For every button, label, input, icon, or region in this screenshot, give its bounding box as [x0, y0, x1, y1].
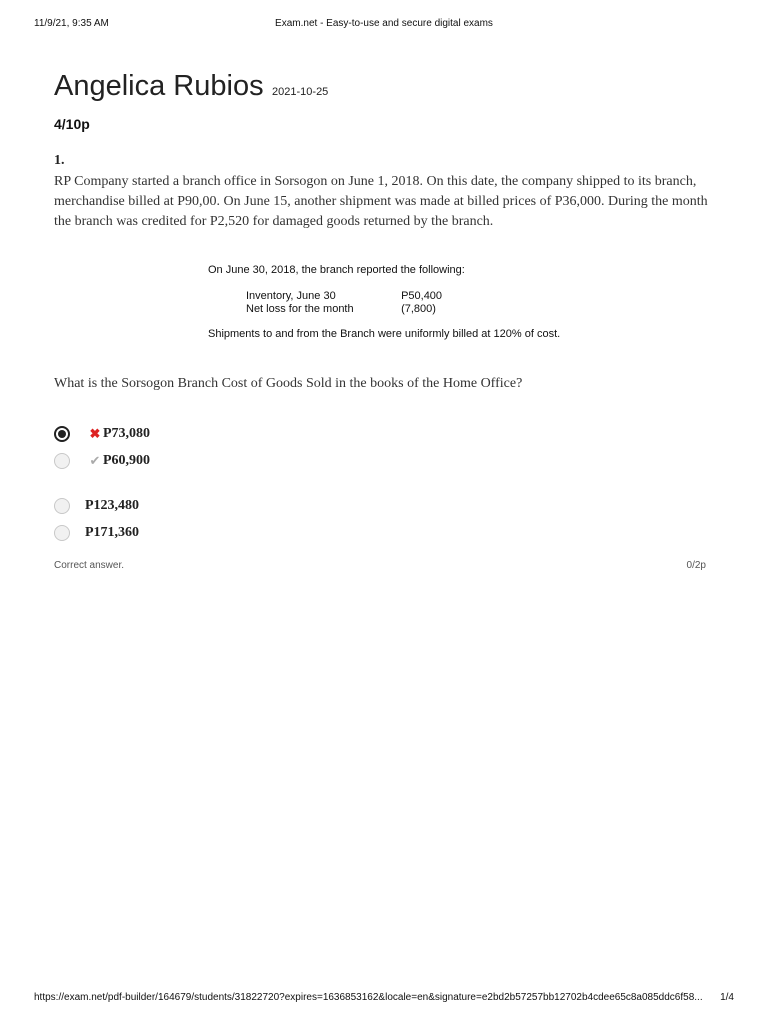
data-row-value: P50,400 — [401, 290, 443, 302]
cross-icon: ✖ — [89, 426, 101, 441]
answer-option-4[interactable] — [54, 523, 139, 543]
exam-date: 2021-10-25 — [272, 86, 329, 98]
print-datetime: 11/9/21, 9:35 AM — [34, 18, 109, 29]
option-label: P73,080 — [103, 426, 151, 441]
answer-option-2[interactable] — [54, 451, 150, 471]
radio-button-selected[interactable] — [54, 426, 70, 442]
data-row-value: (7,800) — [401, 303, 436, 315]
data-row-label: Inventory, June 30 — [246, 290, 336, 302]
question-number: 1. — [54, 153, 65, 168]
check-icon: ✔ — [89, 453, 101, 468]
question-points: 0/2p — [686, 560, 706, 571]
student-name: Angelica Rubios — [54, 70, 264, 102]
answer-feedback: Correct answer. — [54, 560, 125, 571]
question-text: RP Company started a branch office in Sorsogon on June 1, 2018. On this date, the company shipped to its branch, merchandise billed at P90,00. On June 15, another shipment was made at billed prices of P36,000. During the month the branch was credited for P2,520 for damaged goods returned by the branch. — [54, 174, 708, 229]
radio-button[interactable] — [54, 498, 70, 514]
answer-option-1[interactable] — [54, 424, 150, 444]
data-row-label: Net loss for the month — [246, 303, 354, 315]
radio-button[interactable] — [54, 525, 70, 541]
data-row — [246, 303, 436, 315]
question-prompt: What is the Sorsogon Branch Cost of Goods Sold in the books of the Home Office? — [54, 376, 523, 391]
answer-option-3[interactable] — [54, 496, 139, 516]
option-label: P123,480 — [85, 498, 140, 513]
option-label: P60,900 — [103, 453, 151, 468]
print-url: https://exam.net/pdf-builder/164679/students/31822720?expires=1636853162&locale=en&signature=e2bd2b57257bb12702b4cdee65c8a085ddc6f58... — [34, 992, 703, 1003]
print-page-title: Exam.net - Easy-to-use and secure digital exams — [275, 18, 493, 29]
radio-button[interactable] — [54, 453, 70, 469]
option-label: P171,360 — [85, 525, 140, 540]
student-header — [54, 70, 328, 103]
data-note: Shipments to and from the Branch were uniformly billed at 120% of cost. — [208, 328, 561, 340]
page-number: 1/4 — [720, 992, 734, 1003]
total-score: 4/10p — [54, 116, 90, 132]
data-intro: On June 30, 2018, the branch reported the following: — [208, 264, 465, 276]
data-row — [246, 290, 442, 302]
